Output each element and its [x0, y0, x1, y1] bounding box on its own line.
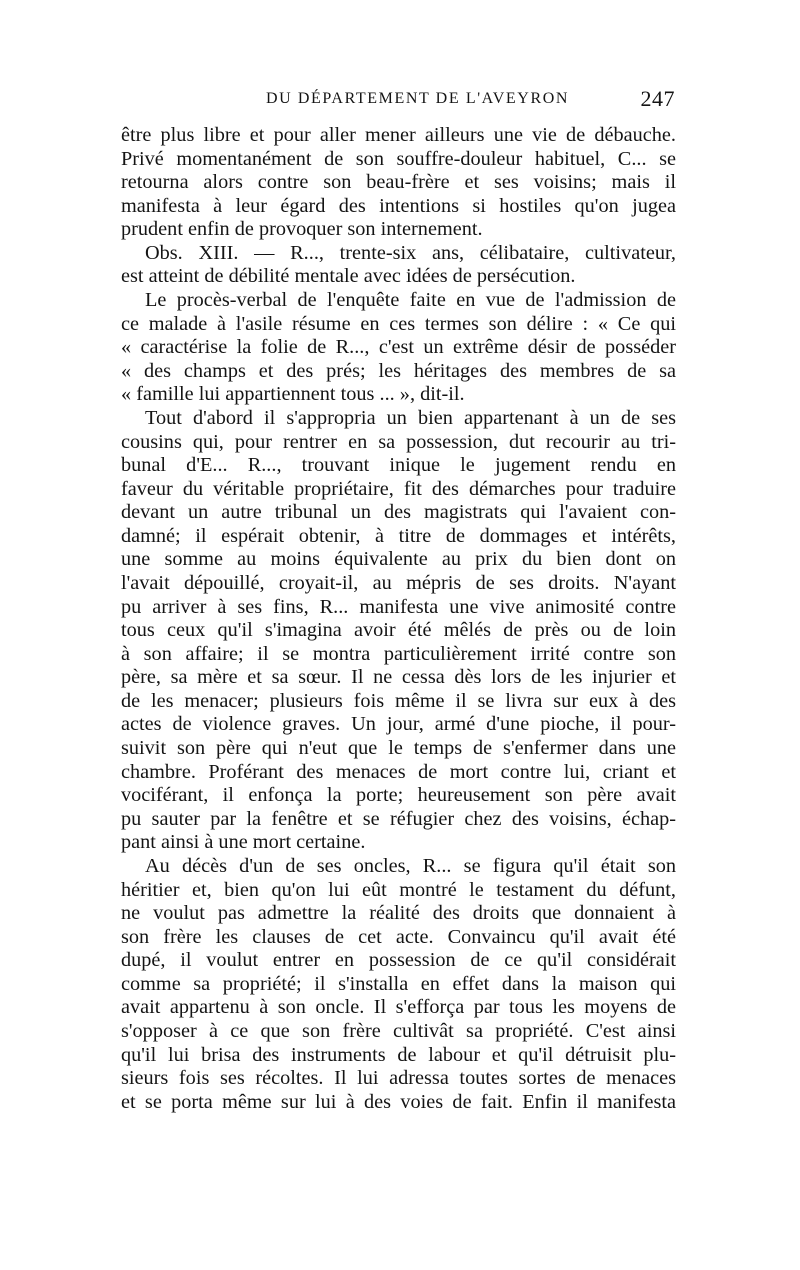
text-line: prudent enfin de provoquer son internement. — [121, 218, 483, 241]
text-line: Le procès-verbal de l'enquête faite en vue de l'admission de — [145, 289, 676, 312]
text-line: tous ceux qu'il s'imagina avoir été mêlés de près ou de loin — [121, 619, 676, 642]
text-line: faveur du véritable propriétaire, fit des démarches pour traduire — [121, 477, 676, 500]
body-text — [121, 124, 676, 1114]
text-line: ne voulut pas admettre la réalité des droits que donnaient à — [121, 902, 676, 925]
text-line: suivit son père qui n'eut que le temps de s'enfermer dans une — [121, 737, 676, 760]
text-line: Tout d'abord il s'appropria un bien appartenant à un de ses — [145, 406, 676, 429]
text-line: Au décès d'un de ses oncles, R... se figura qu'il était son — [145, 854, 676, 877]
text-line: vociférant, il enfonça la porte; heureusement son père avait — [121, 784, 676, 807]
text-line: être plus libre et pour aller mener ailleurs une vie de débauche. — [121, 124, 676, 146]
text-line: et se porta même sur lui à des voies de fait. Enfin il manifesta — [121, 1090, 676, 1113]
text-line: héritier et, bien qu'on lui eût montré le testament du défunt, — [121, 878, 676, 901]
text-line: devant un autre tribunal un des magistrats qui l'avaient con- — [121, 501, 676, 524]
observation-heading-line: Obs. XIII. — R..., trente-six ans, célibataire, cultivateur, — [145, 241, 676, 264]
text-line: bunal d'E... R..., trouvant inique le jugement rendu en — [121, 454, 676, 477]
text-line: à son affaire; il se montra particulièrement irrité contre son — [121, 642, 676, 665]
text-line: dupé, il voulut entrer en possession de ce qu'il considérait — [121, 949, 676, 972]
text-line: Privé momentanément de son souffre-douleur habituel, C... se — [121, 147, 676, 170]
text-line: son frère les clauses de cet acte. Convaincu qu'il avait été — [121, 925, 676, 948]
text-line: « famille lui appartiennent tous ... », dit-il. — [121, 383, 465, 406]
text-line: « caractérise la folie de R..., c'est un extrême désir de posséder — [121, 336, 676, 359]
text-line: ce malade à l'asile résume en ces termes son délire : « Ce qui — [121, 312, 676, 335]
text-line: actes de violence graves. Un jour, armé d'une pioche, il pour- — [121, 713, 676, 736]
text-line: pant ainsi à une mort certaine. — [121, 831, 366, 854]
text-line: avait appartenu à son oncle. Il s'efforça par tous les moyens de — [121, 996, 676, 1019]
text-line: l'avait dépouillé, croyait-il, au mépris de ses droits. N'ayant — [121, 571, 676, 594]
running-title: DU DÉPARTEMENT DE L'AVEYRON — [265, 90, 570, 107]
text-line: s'opposer à ce que son frère cultivât sa propriété. C'est ainsi — [121, 1019, 676, 1042]
text-line: manifesta à leur égard des intentions si hostiles qu'on jugea — [121, 194, 676, 217]
text-line: comme sa propriété; il s'installa en effet dans la maison qui — [121, 972, 676, 995]
text-line: père, sa mère et sa sœur. Il ne cessa dès lors de les injurier et — [121, 666, 676, 689]
text-line: est atteint de débilité mentale avec idées de persécution. — [121, 265, 576, 288]
running-head — [120, 86, 675, 120]
text-line: une somme au moins équivalente au prix du bien dont on — [121, 548, 676, 571]
text-line: retourna alors contre son beau-frère et ses voisins; mais il — [121, 171, 676, 194]
text-line: qu'il lui brisa des instruments de labour et qu'il détruisit plu- — [121, 1043, 676, 1066]
text-line: sieurs fois ses récoltes. Il lui adressa toutes sortes de menaces — [121, 1067, 676, 1090]
text-line: cousins qui, pour rentrer en sa possession, dut recourir au tri- — [121, 430, 676, 453]
text-line: chambre. Proférant des menaces de mort contre lui, criant et — [121, 760, 676, 783]
text-line: de les menacer; plusieurs fois même il se livra sur eux à des — [121, 689, 676, 712]
text-line: « des champs et des prés; les héritages des membres de sa — [121, 359, 676, 382]
text-line: damné; il espérait obtenir, à titre de dommages et intérêts, — [121, 524, 676, 547]
text-line: pu arriver à ses fins, R... manifesta une vive animosité contre — [121, 595, 676, 618]
text-line: pu sauter par la fenêtre et se réfugier chez des voisins, échap- — [121, 807, 676, 830]
page-number: 247 — [640, 86, 675, 111]
